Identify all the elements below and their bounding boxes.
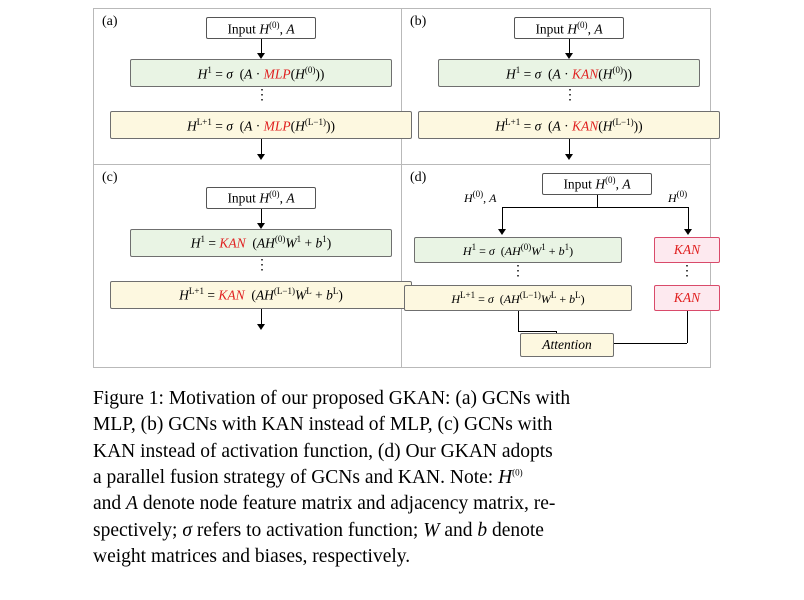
caption-line-5: and A denote node feature matrix and adjacency matrix, re-	[93, 493, 556, 515]
panel-b-input-box	[514, 17, 624, 39]
panel-c-input-text: Input $H^{(0)}$, A	[227, 189, 295, 206]
panel-d-kan-out-line	[687, 311, 688, 343]
panel-c	[94, 165, 402, 367]
panel-d-kan-top-text: KAN	[673, 241, 701, 257]
panel-a-layer1-text: $H^1 = \sigma$ $(A \cdot MLP(H^{(0)}))$	[197, 64, 325, 81]
panel-a	[94, 9, 402, 165]
panel-a-input-text: Input $H^{(0)}$, A	[227, 19, 295, 36]
panel-d-input-text: Input $H^{(0)}$, A	[563, 175, 631, 192]
panel-a-layer1-box	[130, 59, 392, 87]
panel-b-layer1-box	[438, 59, 700, 87]
panel-d-kan-bottom-text: KAN	[673, 289, 701, 305]
panel-b-label: (b)	[410, 14, 427, 29]
panel-d-kan-to-attn	[614, 343, 687, 344]
caption-line-4: a parallel fusion strategy of GCNs and KAN. Note: $H^{(0)}$	[93, 466, 523, 488]
panel-b-dots: ⋮	[563, 88, 577, 103]
caption-line-6: spectively; σ refers to activation function; W and b denote	[93, 519, 544, 541]
panel-d-right-branch	[688, 207, 689, 231]
panel-b-input-text: Input $H^{(0)}$, A	[535, 19, 603, 36]
panel-a-layerL-text: $H^{L+1} = \sigma$ $(A \cdot MLP(H^{(L-1)}))$	[187, 116, 335, 133]
panel-d-bus	[502, 207, 688, 208]
panel-d-edge-left-label: $H^{(0)}$, A	[464, 188, 497, 205]
panel-d-gcn-to-attn	[518, 331, 556, 332]
panel-b-layer1-text: $H^1 = \sigma$ $(A \cdot KAN(H^{(0)}))$	[505, 64, 633, 81]
panel-c-dots: ⋮	[255, 257, 269, 273]
panel-d-layerL-text: $H^{L+1} = \sigma$ $(AH^{(L-1)}W^L + b^L)$	[451, 289, 585, 306]
panel-d-right-branch-head	[684, 229, 692, 235]
panel-a-dots: ⋮	[255, 88, 269, 103]
panel-d-kan-bottom-box	[654, 285, 720, 311]
panel-d-kan-top-box	[654, 237, 720, 263]
panel-d-gcn-out-line	[518, 311, 519, 331]
panel-d-label: (d)	[410, 169, 427, 185]
panel-b	[402, 9, 710, 165]
panel-d-attention-box	[520, 333, 614, 357]
panel-c-input-box	[206, 187, 316, 209]
panel-c-layerL-text: $H^{L+1}$ = KAN $(AH^{(L-1)}W^L + b^L)$	[179, 286, 343, 303]
panel-d-gcn-dots: ⋮	[511, 263, 525, 279]
figure-caption	[93, 386, 713, 570]
panel-c-layerL-box	[110, 281, 412, 309]
panel-d-kan-dots: ⋮	[680, 263, 694, 279]
caption-line-2: MLP, (b) GCNs with KAN instead of MLP, (c) GCNs with	[93, 414, 553, 436]
panel-c-label: (c)	[102, 169, 118, 185]
caption-line-3: KAN instead of activation function, (d) Our GKAN adopts	[93, 440, 553, 462]
panel-d-attention-text: Attention	[542, 336, 592, 352]
panel-b-layerL-text: $H^{L+1} = \sigma$ $(A \cdot KAN(H^{(L-1)}))$	[495, 116, 643, 133]
panel-d-edge-right-label: $H^{(0)}$	[668, 188, 688, 205]
panel-a-input-box	[206, 17, 316, 39]
panel-d-layer1-text: $H^1 = \sigma$ $(AH^{(0)}W^1 + b^1)$	[462, 241, 574, 258]
panel-d-input-stem	[597, 195, 598, 207]
panel-c-layer1-text: $H^1$ = KAN $(AH^{(0)}W^1 + b^1)$	[190, 234, 332, 251]
panel-d-left-branch	[502, 207, 503, 231]
panel-d-layerL-box	[404, 285, 632, 311]
panel-d-left-branch-head	[498, 229, 506, 235]
caption-line-1: Figure 1: Motivation of our proposed GKAN: (a) GCNs with	[93, 388, 571, 409]
panel-a-arrow2-head	[257, 154, 265, 160]
panel-d-layer1-box	[414, 237, 622, 263]
figure-frame	[93, 8, 711, 368]
panel-a-label: (a)	[102, 14, 118, 29]
panel-d-input-box	[542, 173, 652, 195]
panel-c-arrow1-head	[257, 223, 265, 229]
panel-b-arrow2-head	[565, 154, 573, 160]
panel-b-layerL-box	[418, 111, 720, 139]
panel-c-arrow2-head	[257, 324, 265, 330]
panel-c-layer1-box	[130, 229, 392, 257]
caption-line-7: weight matrices and biases, respectively.	[93, 545, 411, 567]
panel-a-layerL-box	[110, 111, 412, 139]
panel-d	[402, 165, 710, 367]
